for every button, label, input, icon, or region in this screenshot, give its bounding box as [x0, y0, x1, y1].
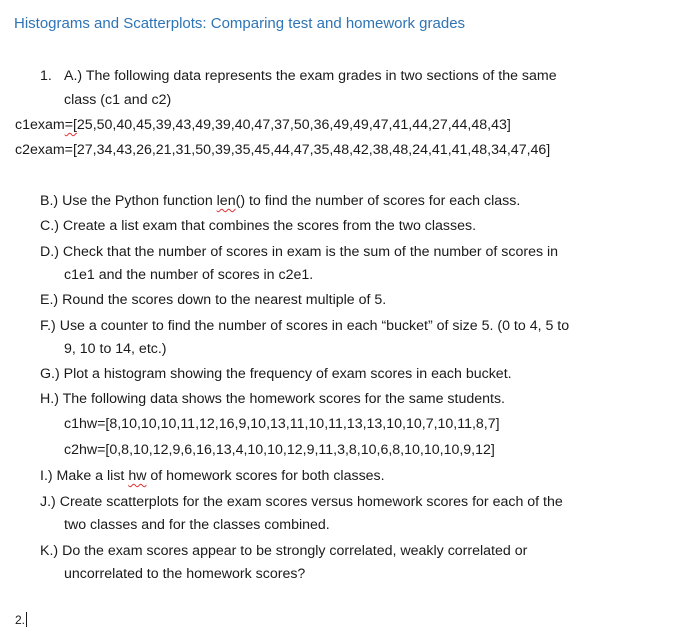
item-b	[40, 192, 520, 210]
item-d-line-1: D.) Check that the number of scores in exam is the sum of the number of scores in	[40, 244, 559, 260]
item-b-text-start: B.) Use the Python function	[40, 193, 217, 209]
item-k-line-1: K.) Do the exam scores appear to be strongly correlated, weakly correlated or	[40, 543, 528, 559]
item-k-line-2: uncorrelated to the homework scores?	[64, 566, 306, 582]
item-f-line-1: F.) Use a counter to find the number of scores in each “bucket” of size 5. (0 to 4, 5 to	[40, 318, 570, 334]
item-i-text-start: I.) Make a list	[40, 468, 129, 484]
c2exam-data: c2exam=[27,34,43,26,21,31,50,39,35,45,44,47,35,48,42,38,48,24,41,41,48,34,47,46]	[15, 142, 551, 158]
item-h: H.) The following data shows the homework scores for the same students.	[40, 391, 505, 407]
item-a-line-1: A.) The following data represents the exam grades in two sections of the same	[64, 68, 557, 84]
item-e: E.) Round the scores down to the nearest multiple of 5.	[40, 292, 387, 308]
c2hw-data: c2hw=[0,8,10,12,9,6,16,13,4,10,10,12,9,11,3,8,10,6,8,10,10,10,9,12]	[64, 442, 495, 458]
c1exam-spellcheck-mark: =[	[64, 117, 77, 133]
item-d-line-2: c1e1 and the number of scores in c2e1.	[64, 267, 314, 283]
c1exam-values: 25,50,40,45,39,43,49,39,40,47,37,50,36,49,49,47,41,44,27,44,48,43]	[76, 117, 511, 133]
item-b-text-end: () to find the number of scores for each class.	[235, 193, 521, 209]
item-j-line-2: two classes and for the classes combined.	[64, 517, 330, 533]
question-2-line	[15, 611, 27, 629]
item-i-text-end: of homework scores for both classes.	[146, 468, 385, 484]
item-j-line-1: J.) Create scatterplots for the exam scores versus homework scores for each of the	[40, 494, 563, 510]
c1exam-data	[15, 116, 511, 134]
item-b-len-word: len	[216, 193, 236, 209]
item-c: C.) Create a list exam that combines the scores from the two classes.	[40, 218, 477, 234]
item-g: G.) Plot a histogram showing the frequency of exam scores in each bucket.	[40, 366, 512, 382]
text-cursor	[26, 612, 27, 627]
c1hw-data: c1hw=[8,10,10,10,11,12,16,9,10,13,11,10,11,13,13,10,10,7,10,11,8,7]	[64, 416, 500, 432]
question-2-number: 2.	[15, 613, 26, 627]
document-title: Histograms and Scatterplots: Comparing test and homework grades	[14, 15, 466, 32]
item-f-line-2: 9, 10 to 14, etc.)	[64, 341, 167, 357]
item-i-hw-word: hw	[128, 468, 147, 484]
question-1-number: 1.	[40, 68, 52, 84]
item-i	[40, 467, 385, 485]
c1exam-prefix: c1exam	[15, 117, 65, 133]
item-a-line-2: class (c1 and c2)	[64, 92, 172, 108]
